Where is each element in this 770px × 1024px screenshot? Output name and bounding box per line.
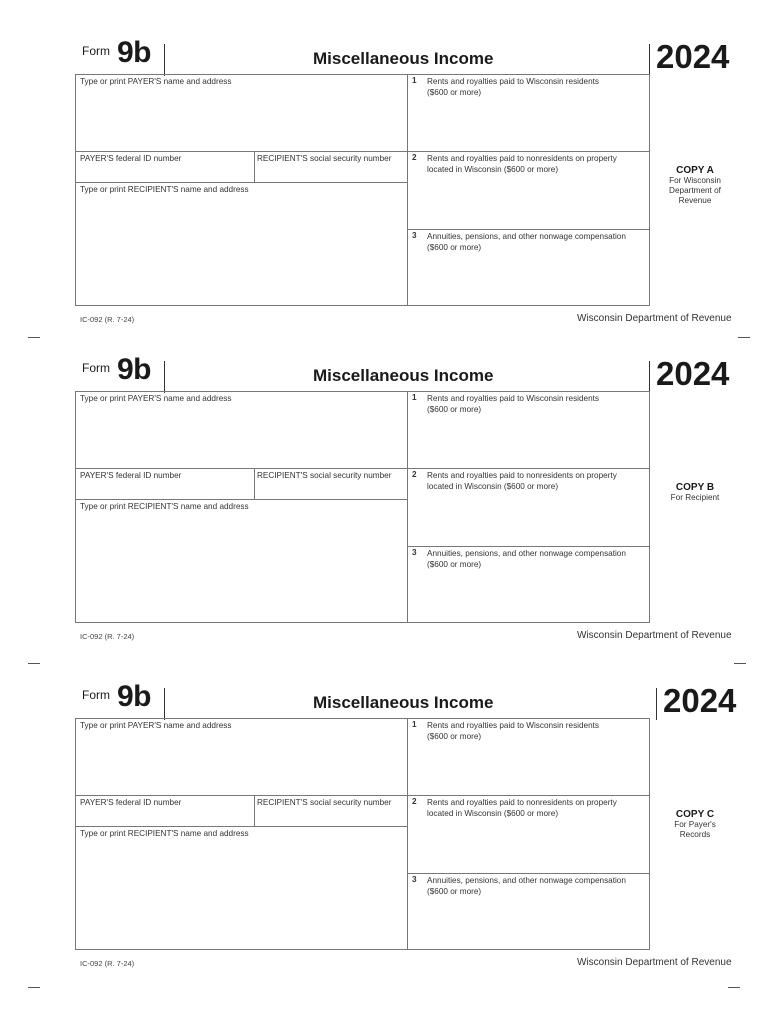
box1-label-line1: Rents and royalties paid to Wisconsin residents	[427, 721, 600, 730]
form-word: Form	[82, 44, 110, 58]
box1-number: 1	[412, 720, 417, 729]
department-name: Wisconsin Department of Revenue	[577, 957, 732, 968]
box1-field[interactable]	[407, 74, 650, 152]
box3-field[interactable]	[407, 873, 650, 950]
box1-label-line2: ($600 or more)	[427, 732, 482, 741]
copy-designation	[649, 809, 741, 840]
box1-label-line1: Rents and royalties paid to Wisconsin residents	[427, 394, 600, 403]
recipient-name-label: Type or print RECIPIENT'S name and address	[80, 829, 249, 838]
cut-mark-left	[28, 987, 40, 988]
box2-field[interactable]	[407, 151, 650, 230]
box2-field[interactable]	[407, 795, 650, 874]
box1-field[interactable]	[407, 718, 650, 796]
form-number: 9b	[117, 353, 152, 386]
cut-mark-left	[28, 663, 40, 664]
copy-title: COPY C	[675, 809, 715, 820]
box3-number: 3	[412, 231, 417, 240]
box3-label-line2: ($600 or more)	[427, 560, 482, 569]
year-divider	[649, 44, 650, 76]
copy-subtitle-line2: Records	[679, 830, 711, 839]
recipient-name-field[interactable]	[75, 826, 408, 950]
box1-number: 1	[412, 76, 417, 85]
box2-number: 2	[412, 153, 417, 162]
box3-label-line1: Annuities, pensions, and other nonwage compensation	[427, 232, 626, 241]
copy-title: COPY A	[676, 165, 714, 176]
form-title: Miscellaneous Income	[313, 366, 494, 385]
box3-label-line1: Annuities, pensions, and other nonwage compensation	[427, 876, 626, 885]
recipient-name-field[interactable]	[75, 499, 408, 623]
box2-label-line2: located in Wisconsin ($600 or more)	[427, 809, 559, 818]
form-code: IC-092 (R. 7-24)	[80, 632, 135, 641]
form-number: 9b	[117, 36, 152, 69]
copy-subtitle-line1: For Payer's	[674, 820, 716, 829]
header-divider	[164, 361, 165, 393]
payer-name-label: Type or print PAYER'S name and address	[80, 394, 232, 403]
recipient-ssn-field[interactable]	[254, 795, 408, 827]
box2-label-line2: located in Wisconsin ($600 or more)	[427, 482, 559, 491]
header-divider	[164, 688, 165, 720]
box1-number: 1	[412, 393, 417, 402]
form-number: 9b	[117, 680, 152, 713]
recipient-ssn-field[interactable]	[254, 468, 408, 500]
department-name: Wisconsin Department of Revenue	[577, 313, 732, 324]
copy-designation	[649, 482, 741, 503]
box3-field[interactable]	[407, 546, 650, 623]
header-divider	[164, 44, 165, 76]
payer-id-label: PAYER'S federal ID number	[80, 154, 182, 163]
payer-name-field[interactable]	[75, 718, 408, 796]
cut-mark-right	[728, 987, 740, 988]
tax-year: 2024	[656, 38, 730, 75]
payer-id-label: PAYER'S federal ID number	[80, 798, 182, 807]
cut-mark-left	[28, 337, 40, 338]
box1-label-line2: ($600 or more)	[427, 88, 482, 97]
payer-id-field[interactable]	[75, 795, 255, 827]
payer-name-label: Type or print PAYER'S name and address	[80, 77, 232, 86]
box2-label-line1: Rents and royalties paid to nonresidents on property	[427, 798, 617, 807]
box3-label-line2: ($600 or more)	[427, 887, 482, 896]
copy-subtitle-line1: For Wisconsin	[669, 176, 721, 185]
form-title: Miscellaneous Income	[313, 693, 494, 712]
form-title: Miscellaneous Income	[313, 49, 494, 68]
tax-year: 2024	[656, 355, 730, 392]
form-copy-b	[0, 353, 770, 661]
copy-designation	[649, 165, 741, 206]
box2-field[interactable]	[407, 468, 650, 547]
box3-label-line2: ($600 or more)	[427, 243, 482, 252]
box2-label-line1: Rents and royalties paid to nonresidents on property	[427, 471, 617, 480]
year-divider	[649, 361, 650, 393]
year-divider	[656, 688, 657, 720]
box2-label-line1: Rents and royalties paid to nonresidents on property	[427, 154, 617, 163]
recipient-ssn-label: RECIPIENT'S social security number	[257, 154, 392, 163]
payer-id-label: PAYER'S federal ID number	[80, 471, 182, 480]
cut-mark-right	[738, 337, 750, 338]
box2-number: 2	[412, 797, 417, 806]
box3-number: 3	[412, 875, 417, 884]
recipient-ssn-field[interactable]	[254, 151, 408, 183]
copy-subtitle-line3: Revenue	[678, 196, 712, 205]
form-copy-c	[0, 680, 770, 988]
form-word: Form	[82, 688, 110, 702]
recipient-name-label: Type or print RECIPIENT'S name and address	[80, 185, 249, 194]
payer-name-label: Type or print PAYER'S name and address	[80, 721, 232, 730]
form-code: IC-092 (R. 7-24)	[80, 315, 135, 324]
payer-id-field[interactable]	[75, 151, 255, 183]
recipient-ssn-label: RECIPIENT'S social security number	[257, 798, 392, 807]
form-code: IC-092 (R. 7-24)	[80, 959, 135, 968]
box1-label-line2: ($600 or more)	[427, 405, 482, 414]
recipient-name-label: Type or print RECIPIENT'S name and address	[80, 502, 249, 511]
payer-name-field[interactable]	[75, 391, 408, 469]
box1-field[interactable]	[407, 391, 650, 469]
cut-mark-right	[734, 663, 746, 664]
box3-label-line1: Annuities, pensions, and other nonwage compensation	[427, 549, 626, 558]
box2-number: 2	[412, 470, 417, 479]
copy-subtitle-line2: Department of	[669, 186, 721, 195]
recipient-ssn-label: RECIPIENT'S social security number	[257, 471, 392, 480]
form-copy-a	[0, 36, 770, 344]
department-name: Wisconsin Department of Revenue	[577, 630, 732, 641]
copy-subtitle-line1: For Recipient	[670, 493, 720, 502]
box2-label-line2: located in Wisconsin ($600 or more)	[427, 165, 559, 174]
form-word: Form	[82, 361, 110, 375]
box1-label-line1: Rents and royalties paid to Wisconsin residents	[427, 77, 600, 86]
box3-number: 3	[412, 548, 417, 557]
payer-name-field[interactable]	[75, 74, 408, 152]
recipient-name-field[interactable]	[75, 182, 408, 306]
box3-field[interactable]	[407, 229, 650, 306]
copy-title: COPY B	[675, 482, 715, 493]
tax-year: 2024	[663, 682, 737, 719]
payer-id-field[interactable]	[75, 468, 255, 500]
